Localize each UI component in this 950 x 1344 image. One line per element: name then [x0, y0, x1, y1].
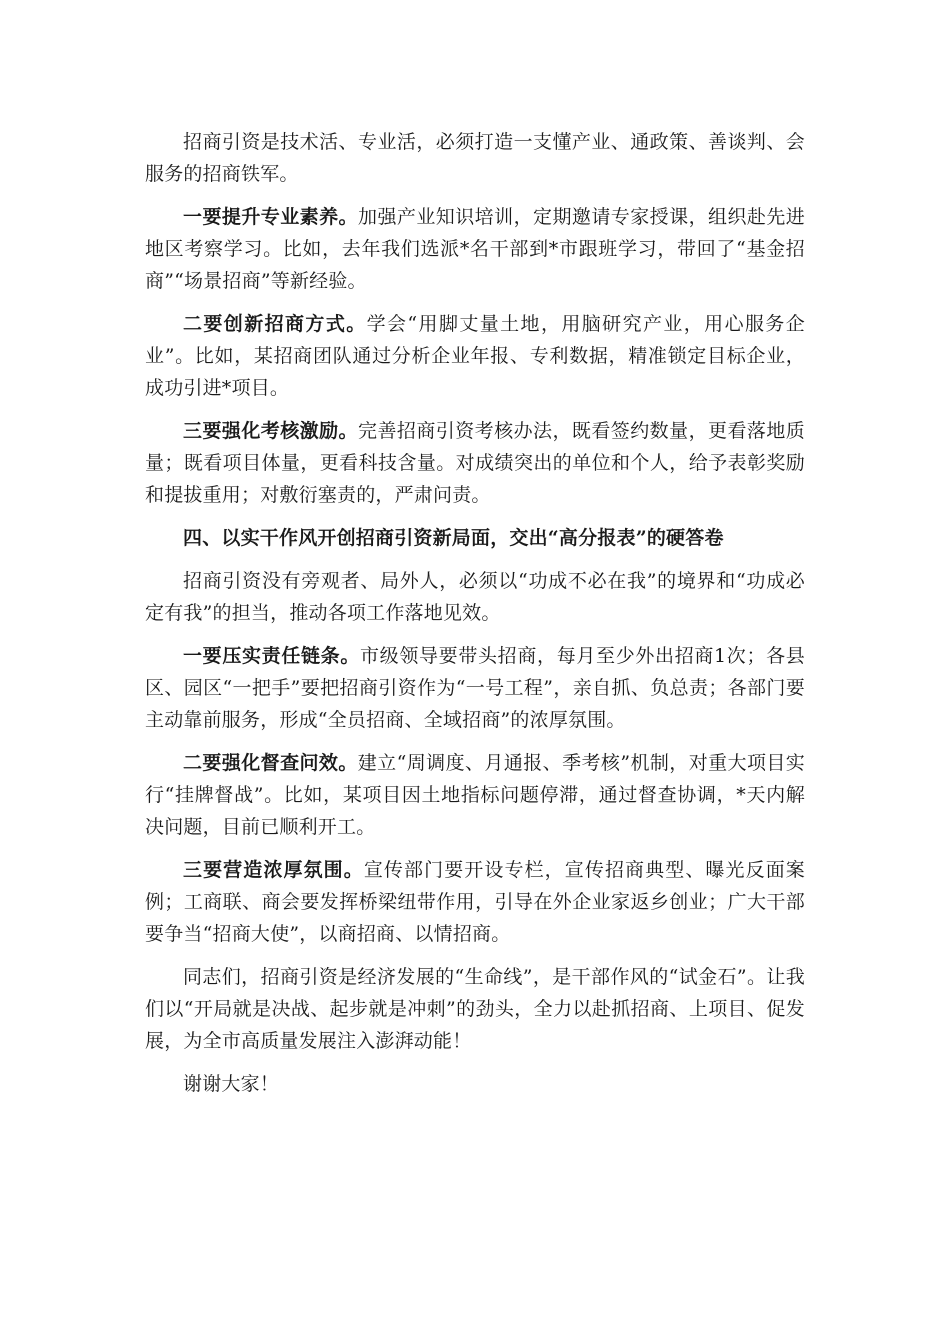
paragraph-supervision: [145, 747, 805, 843]
paragraph-text: 宣传部门要开设专栏，宣传招商典型、曝光反面案例；工商联、商会要发挥桥梁纽带作用，引导在外企业家返乡创业；广大干部要争当“招商大使”，以商招商、以情招商。: [145, 859, 805, 945]
paragraph-text: 加强产业知识培训，定期邀请专家授课，组织赴先进地区考察学习。比如，去年我们选派*名干部到*市跟班学习，带回了“基金招商”“场景招商”等新经验。: [145, 206, 805, 292]
paragraph-lead: 二要创新招商方式。: [183, 313, 367, 335]
paragraph-atmosphere: [145, 854, 805, 950]
paragraph-innovate-methods: [145, 308, 805, 404]
paragraph-text: 招商引资没有旁观者、局外人，必须以“功成不必在我”的境界和“功成必定有我”的担当，推动各项工作落地见效。: [145, 570, 805, 624]
paragraph-professional-quality: [145, 201, 805, 297]
paragraph-assessment-incentive: [145, 415, 805, 511]
paragraph-text: 招商引资是技术活、专业活，必须打造一支懂产业、通政策、善谈判、会服务的招商铁军。: [145, 131, 805, 185]
paragraph-lead: 三要强化考核激励。: [183, 420, 359, 442]
paragraph-thanks: [145, 1068, 805, 1100]
section-heading-four: 四、以实干作风开创招商引资新局面，交出“高分报表”的硬答卷: [183, 527, 724, 549]
paragraph-lead: 一要提升专业素养。: [183, 206, 359, 228]
paragraph-responsibility-chain: [145, 640, 805, 736]
paragraph-text: 建立“周调度、月通报、季考核”机制，对重大项目实行“挂牌督战”。比如，某项目因土地指标问题停滞，通过督查协调，*天内解决问题，目前已顺利开工。: [145, 752, 805, 838]
paragraph-intro-iron-army: [145, 126, 805, 190]
paragraph-text: 谢谢大家！: [183, 1073, 280, 1095]
paragraph-no-bystanders: [145, 565, 805, 629]
paragraph-lead: 二要强化督查问效。: [183, 752, 358, 774]
paragraph-text: 学会“用脚丈量土地，用脑研究产业，用心服务企业”。比如，某招商团队通过分析企业年报、专利数据，精准锁定目标企业，成功引进*项目。: [145, 313, 805, 399]
paragraph-text: 市级领导要带头招商，每月至少外出招商1次；各县区、园区“一把手”要把招商引资作为“一号工程”，亲自抓、负总责；各部门要主动靠前服务，形成“全员招商、全域招商”的浓厚氛围。: [145, 645, 805, 731]
paragraph-text: 同志们，招商引资是经济发展的“生命线”，是干部作风的“试金石”。让我们以“开局就是决战、起步就是冲刺”的劲头，全力以赴抓招商、上项目、促发展，为全市高质量发展注入澎湃动能！: [145, 966, 805, 1052]
paragraph-lead: 一要压实责任链条。: [183, 645, 361, 667]
document-page: [145, 126, 805, 1111]
paragraph-lead: 三要营造浓厚氛围。: [183, 859, 364, 881]
paragraph-closing-call: [145, 961, 805, 1057]
paragraph-text: 完善招商引资考核办法，既看签约数量，更看落地质量；既看项目体量，更看科技含量。对成绩突出的单位和个人，给予表彰奖励和提拔重用；对敷衍塞责的，严肃问责。: [145, 420, 805, 506]
